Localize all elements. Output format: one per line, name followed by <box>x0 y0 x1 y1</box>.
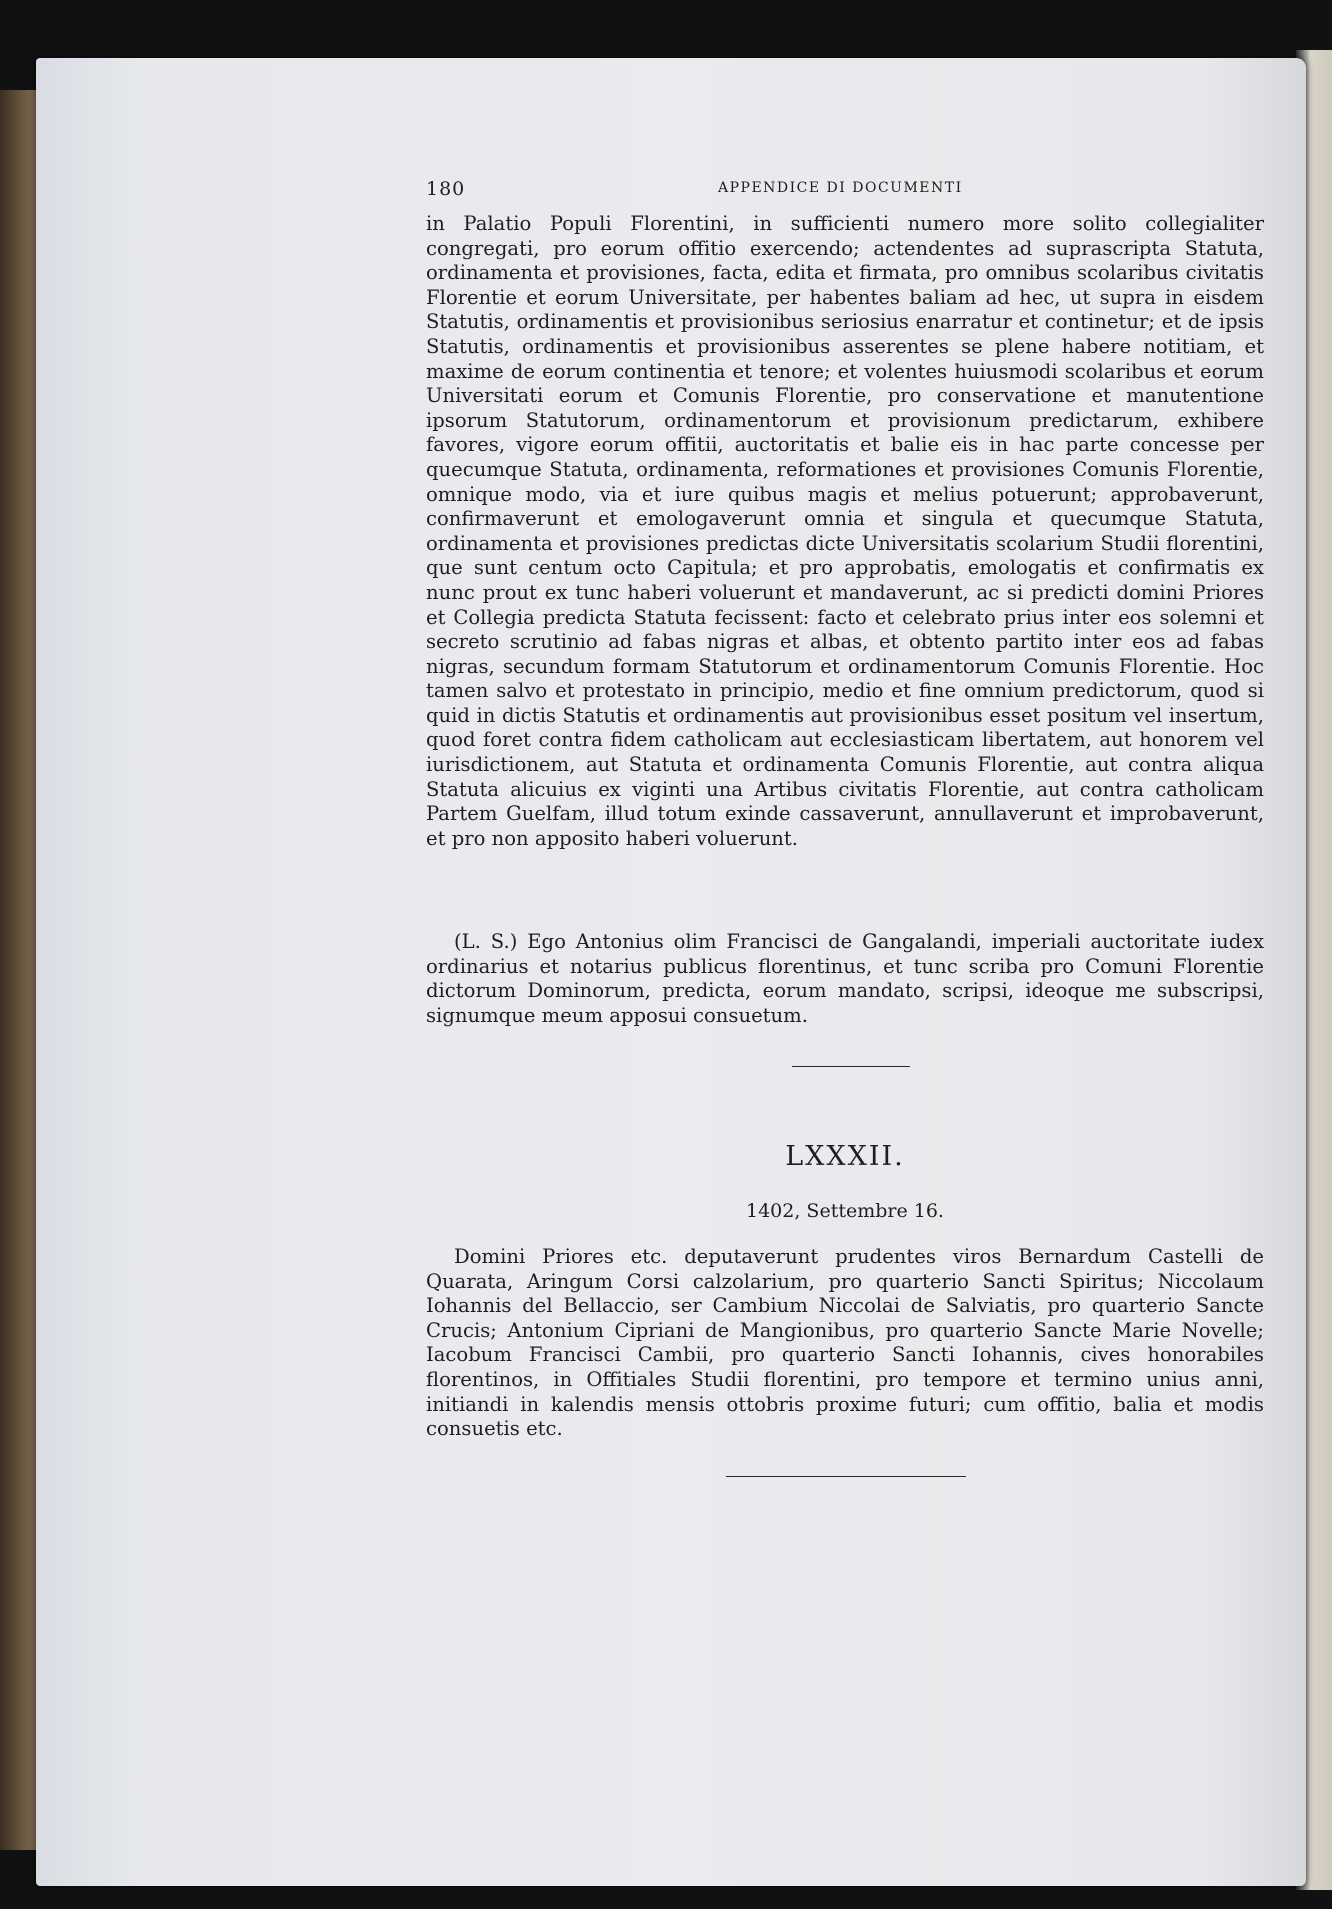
document-date: 1402, Settembre 16. <box>746 1200 944 1222</box>
notary-subscription: (L. S.) Ego Antonius olim Francisci de Gangalandi, imperiali auctoritate iudex ordinarius et notarius publicus florentinus, et tunc scriba pro Comuni Florentie dictorum Dominorum, predicta, eorum mandato, scripsi, ideoque me subscripsi, signumque meum apposui consuetum. <box>426 930 1264 1027</box>
page-number: 180 <box>426 178 466 200</box>
running-title: APPENDICE DI DOCUMENTI <box>718 180 963 196</box>
running-head <box>426 178 1264 202</box>
paragraph-3: Domini Priores etc. deputaverunt prudentes viros Bernardum Castelli de Quarata, Aringum Corsi calzolarium, pro quarterio Sancti Spiritus; Niccolaum Iohannis del Bellaccio, ser Cambium Niccolai de Salviatis, pro quarterio Sancte Crucis; Antonium Cipriani de Mangionibus, pro quarterio Sancte Marie Novelle; Iacobum Francisci Cambii, pro quarterio Sancti Iohannis, cives honorabiles florentinos, in Offitiales Studii florentini, pro tempore et termino unius anni, initiandi in kalendis mensis ottobris proxime futuri; cum offitio, balia et modis consuetis etc. <box>426 1245 1264 1441</box>
section-divider <box>792 1066 910 1067</box>
end-rule <box>726 1476 966 1477</box>
document-number: LXXXII. <box>785 1141 905 1172</box>
paragraph-1: in Palatio Populi Florentini, in sufficienti numero more solito collegialiter congregati, pro eorum offitio exercendo; actendentes ad suprascripta Statuta, ordinamenta et provisiones, facta, edita et firmata, pro omnibus scolaribus civitatis Florentie et eorum Universitate, per habentes baliam ad hec, ut supra in eisdem Statutis, ordinamentis et provisionibus seriosius enarratur et continetur; et de ipsis Statutis, ordinamentis et provisionibus asserentes se plene habere notitiam, et maxime de eorum continentia et tenore; et volentes huiusmodi scolaribus et eorum Universitati eorum et Comunis Florentie, pro conservatione et manutentione ipsorum Statutorum, ordinamentorum et provisionum predictarum, exhibere favores, vigore eorum offitii, auctoritatis et balie eis in hac parte concesse per quecumque Statuta, ordinamenta, reformationes et provisiones Comunis Florentie, omnique modo, via et iure quibus magis et melius potuerunt; approbaverunt, confirmaverunt et emologaverunt omnia et singula et quecumque Statuta, ordinamenta et provisiones predictas dicte Universitatis scolarium Studii florentini, que sunt centum octo Capitula; et pro approbatis, emologatis et confirmatis ex nunc prout ex tunc haberi voluerunt et mandaverunt, ac si predicti domini Priores et Collegia predicta Statuta fecissent: facto et celebrato prius inter eos solemni et secreto scrutinio ad fabas nigras et albas, et obtento partito inter eos ad fabas nigras, secundum formam Statutorum et ordinamentorum Comunis Florentie. Hoc tamen salvo et protestato in principio, medio et fine omnium predictorum, quod si quid in dictis Statutis et ordinamentis aut provisionibus esset positum vel insertum, quod foret contra fidem catholicam aut ecclesiasticam libertatem, aut honorem vel iurisdictionem, aut Statuta et ordinamenta Comunis Florentie, aut contra aliqua Statuta alicuius ex viginti una Artibus civitatis Florentie, aut contra catholicam Partem Guelfam, illud totum exinde cassaverunt, annullaverunt et improbaverunt, et pro non apposito haberi voluerunt. <box>426 212 1264 850</box>
book-page <box>36 58 1306 1886</box>
